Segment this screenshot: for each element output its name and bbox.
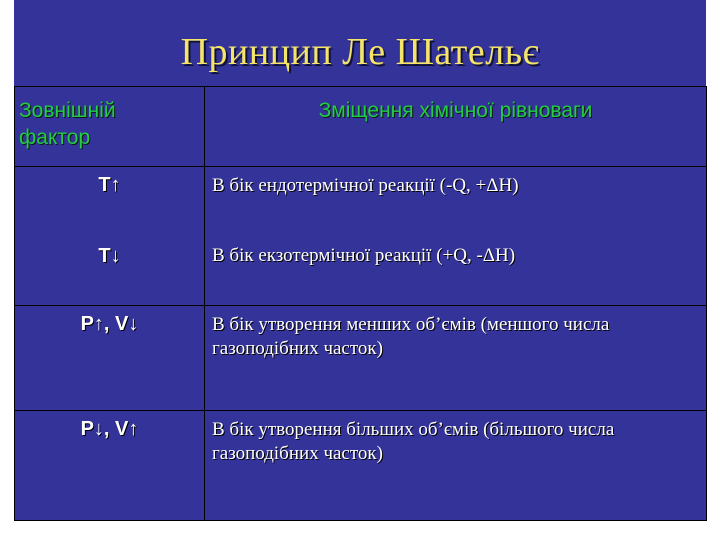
shift-cell-temperature bbox=[205, 167, 707, 306]
factor-cell-temperature bbox=[15, 167, 205, 306]
factor-temp-up: T↑ bbox=[98, 174, 121, 196]
factor-cell-pressure-down bbox=[15, 411, 205, 521]
shift-endothermic: В бік ендотермічної реакції (-Q, +ΔН) bbox=[212, 175, 519, 196]
le-chatelier-table bbox=[14, 86, 707, 521]
factor-pressure-down: P↓, V↑ bbox=[80, 418, 139, 440]
header-factor-cell bbox=[15, 87, 205, 167]
shift-cell-larger-volume bbox=[205, 411, 707, 521]
table-header-row bbox=[15, 87, 707, 167]
header-shift: Зміщення хімічної рівноваги bbox=[318, 99, 593, 122]
header-shift-cell bbox=[205, 87, 707, 167]
table-row bbox=[15, 411, 707, 521]
shift-exothermic: В бік екзотермічної реакції (+Q, -ΔН) bbox=[212, 245, 516, 266]
table-row bbox=[15, 167, 707, 306]
header-factor: Зовнішній фактор bbox=[19, 99, 116, 149]
shift-smaller-volume: В бік утворення менших об’ємів (меншого числа газоподібних часток) bbox=[212, 314, 610, 359]
table-row bbox=[15, 306, 707, 411]
factor-pressure-up: P↑, V↓ bbox=[80, 313, 139, 335]
factor-temp-down: T↓ bbox=[98, 245, 121, 267]
shift-cell-smaller-volume bbox=[205, 306, 707, 411]
slide-title: Принцип Ле Шательє bbox=[180, 31, 540, 73]
shift-larger-volume: В бік утворення більших об’ємів (більшого числа газоподібних часток) bbox=[212, 419, 615, 464]
factor-cell-pressure-up bbox=[15, 306, 205, 411]
